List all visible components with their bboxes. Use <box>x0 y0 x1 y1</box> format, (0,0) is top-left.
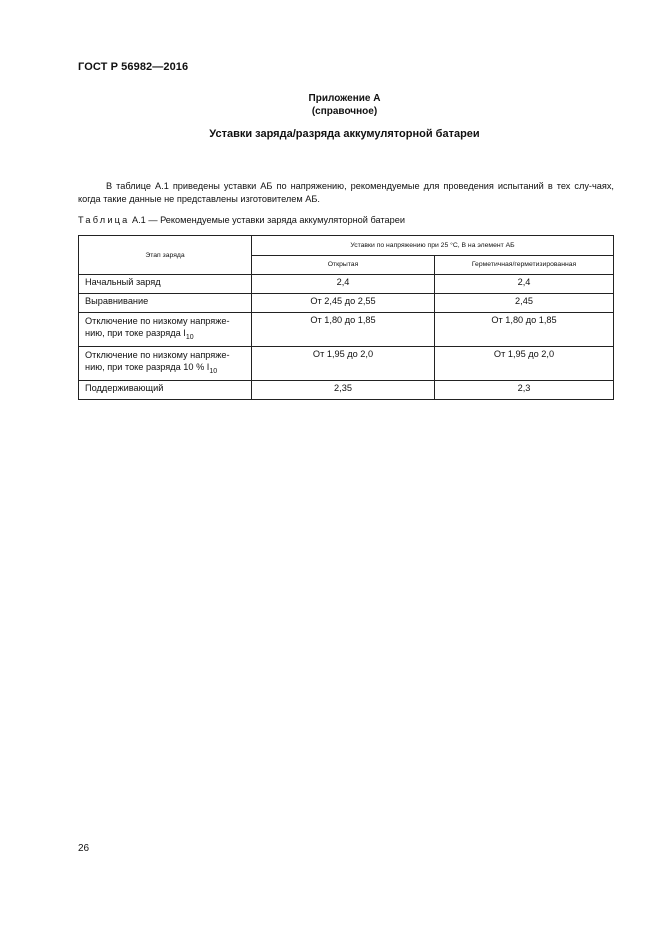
sealed-value-cell: От 1,95 до 2,0 <box>435 346 614 380</box>
open-value-cell: От 1,80 до 1,85 <box>252 313 435 347</box>
appendix-label: Приложение А <box>308 93 381 104</box>
stage-cell: Выравнивание <box>79 294 252 313</box>
appendix-title: Уставки заряда/разряда аккумуляторной батареи <box>209 128 480 140</box>
stage-cell-subscript: 10 <box>209 367 218 375</box>
header-open: Открытая <box>252 255 435 275</box>
table-caption <box>78 215 405 225</box>
page-number: 26 <box>78 843 90 854</box>
stage-cell <box>79 346 252 380</box>
stage-cell: Начальный заряд <box>79 275 252 294</box>
sealed-value-cell: От 1,80 до 1,85 <box>435 313 614 347</box>
stage-cell <box>79 313 252 347</box>
sealed-value-cell: 2,3 <box>435 380 614 399</box>
open-value-cell: 2,35 <box>252 380 435 399</box>
header-sealed: Герметичная/герметизированная <box>435 255 614 275</box>
open-value-cell: От 1,95 до 2,0 <box>252 346 435 380</box>
sealed-value-cell: 2,4 <box>435 275 614 294</box>
stage-cell-text: Отключение по низкому напряже-нию, при токе разряда 10 % I <box>85 349 230 372</box>
table-row <box>79 346 614 380</box>
table-header-row <box>79 236 614 256</box>
document-code: ГОСТ Р 56982—2016 <box>78 61 189 73</box>
table-row <box>79 275 614 294</box>
open-value-cell: От 2,45 до 2,55 <box>252 294 435 313</box>
stage-cell-subscript: 10 <box>185 333 194 341</box>
appendix-heading <box>0 92 661 118</box>
header-voltage-group: Уставки по напряжению при 25 °С, В на элемент АБ <box>252 236 614 256</box>
intro-paragraph-text: В таблице А.1 приведены уставки АБ по напряжению, рекомендуемые для проведения испытаний в тех слу-чаях, когда такие данные не представлены изготовителем АБ. <box>78 181 614 204</box>
table-row <box>79 380 614 399</box>
table-caption-text: А.1 — Рекомендуемые уставки заряда аккумуляторной батареи <box>129 215 405 225</box>
table-caption-prefix: Таблица <box>78 215 130 225</box>
setpoints-table <box>78 235 614 400</box>
stage-cell: Поддерживающий <box>79 380 252 399</box>
open-value-cell: 2,4 <box>252 275 435 294</box>
table-row <box>79 313 614 347</box>
intro-paragraph <box>78 180 614 205</box>
header-stage: Этап заряда <box>79 236 252 275</box>
appendix-type: (справочное) <box>311 106 378 117</box>
stage-cell-text: Отключение по низкому напряже-нию, при токе разряда I <box>85 316 230 338</box>
sealed-value-cell: 2,45 <box>435 294 614 313</box>
table-row <box>79 294 614 313</box>
